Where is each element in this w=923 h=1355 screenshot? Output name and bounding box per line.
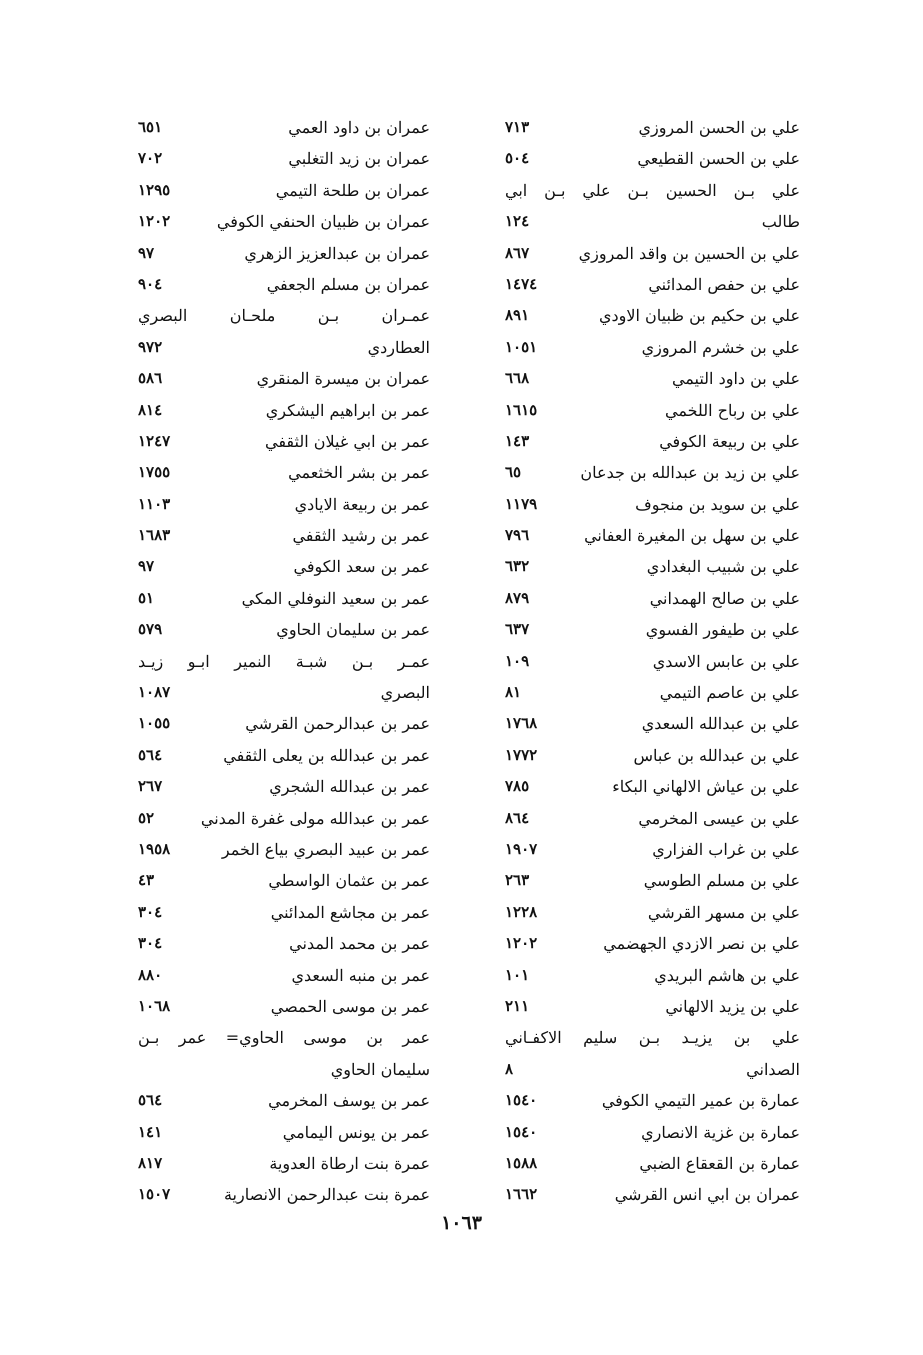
entry-number: ٥٦٤ xyxy=(138,1091,163,1110)
entry-name: علي بن عبدالله بن عباس xyxy=(633,745,800,765)
entry-number: ٥٠٤ xyxy=(505,149,530,168)
index-entry xyxy=(138,332,430,363)
index-entry xyxy=(138,395,430,426)
index-entry xyxy=(505,112,800,143)
entry-number: ١٠٦٨ xyxy=(138,996,171,1015)
entry-number: ٢٦٧ xyxy=(138,777,163,796)
entry-name: عمرة بنت ارطاة العدوية xyxy=(269,1153,430,1173)
index-entry xyxy=(505,1054,800,1085)
entry-number: ٩٧ xyxy=(138,557,155,576)
index-entry xyxy=(138,426,430,457)
page-number: ١٠٦٣ xyxy=(441,1212,482,1234)
entry-name: علي بن مسلم الطوسي xyxy=(643,871,800,891)
index-entry xyxy=(138,865,430,896)
entry-number: ١٩٥٨ xyxy=(138,839,171,858)
entry-name: عمر بن مجاشع المدائني xyxy=(270,902,430,922)
entry-number: ٨١٧ xyxy=(138,1153,163,1172)
entry-number: ١٠٩ xyxy=(505,651,530,670)
index-entry xyxy=(138,991,430,1022)
entry-name: عمران بن طلحة التيمي xyxy=(275,180,430,200)
entry-name: علي بن يزيد الالهاني xyxy=(665,996,800,1016)
entry-number: ٨٦٧ xyxy=(505,243,530,262)
index-entry xyxy=(138,897,430,928)
index-entry xyxy=(505,395,800,426)
index-entry xyxy=(505,614,800,645)
index-entry xyxy=(505,583,800,614)
entry-number: ١٢٤٧ xyxy=(138,431,171,450)
index-entry xyxy=(138,1117,430,1148)
entry-number: ٣٠٤ xyxy=(138,934,163,953)
index-entry xyxy=(505,960,800,991)
entry-name: علي بن الحسين بن واقد المروزي xyxy=(578,243,800,263)
index-entry xyxy=(138,143,430,174)
index-entry xyxy=(505,238,800,269)
index-entry xyxy=(505,269,800,300)
entry-name: علي بن حكيم بن ظبيان الاودي xyxy=(598,306,800,326)
index-entry xyxy=(138,1085,430,1116)
entry-name: علي بن شبيب البغدادي xyxy=(646,557,800,577)
entry-number: ١٠٨٧ xyxy=(138,683,171,702)
entry-number: ٨٨٠ xyxy=(138,965,163,984)
entry-name: عمر بن ابراهيم اليشكري xyxy=(265,400,430,420)
entry-name: علي بن سويد بن منجوف xyxy=(635,494,800,514)
entry-name: عمـر بـن شبـة النمير ابـو زيـد xyxy=(138,651,430,671)
entry-name: عمر بن يونس اليمامي xyxy=(282,1122,430,1142)
index-entry xyxy=(505,803,800,834)
entry-number: ١٩٠٧ xyxy=(505,839,538,858)
entry-name: الصداني xyxy=(746,1059,800,1079)
index-entry xyxy=(138,363,430,394)
index-entry xyxy=(505,1085,800,1116)
entry-number: ١٦٦٢ xyxy=(505,1185,538,1204)
index-entry xyxy=(505,426,800,457)
entry-number: ٨٧٩ xyxy=(505,588,530,607)
entry-number: ١٠٥٥ xyxy=(138,714,171,733)
entry-name: عمر بن رشيد الثقفي xyxy=(292,526,430,546)
entry-number: ٦٣٧ xyxy=(505,620,530,639)
entry-name: علي بن صالح الهمداني xyxy=(649,588,800,608)
index-entry xyxy=(138,583,430,614)
entry-number: ٧٠٢ xyxy=(138,149,163,168)
entry-name: عمر بن بشر الخثعمي xyxy=(288,463,430,483)
index-entry xyxy=(138,834,430,865)
index-entry xyxy=(505,551,800,582)
entry-name: علي بن نصر الازدي الجهضمي xyxy=(603,934,800,954)
entry-number: ٥٧٩ xyxy=(138,620,163,639)
entry-name: علي بن هاشم البريدي xyxy=(654,965,800,985)
index-entry xyxy=(138,646,430,677)
entry-name: عمر بن عبدالرحمن القرشي xyxy=(245,714,430,734)
index-entry xyxy=(505,834,800,865)
entry-number: ٣٠٤ xyxy=(138,902,163,921)
entry-name: علي بن عابس الاسدي xyxy=(652,651,800,671)
entry-name: عمر بن ابي غيلان الثقفي xyxy=(265,431,430,451)
entry-number: ١٧٦٨ xyxy=(505,714,538,733)
entry-number: ١٢٤ xyxy=(505,212,530,231)
entry-name: علي بن يزيـد بـن سليم الاكفـاني xyxy=(505,1028,800,1048)
entry-number: ١٢٢٨ xyxy=(505,902,538,921)
index-entry xyxy=(505,646,800,677)
index-entry xyxy=(138,300,430,331)
entry-name: علي بن عبدالله السعدي xyxy=(641,714,800,734)
entry-name: عمارة بن القعقاع الضبي xyxy=(639,1153,800,1173)
entry-name: علي بن ربيعة الكوفي xyxy=(659,431,800,451)
index-entry xyxy=(505,928,800,959)
entry-number: ١١٠٣ xyxy=(138,494,171,513)
entry-number: ٥٨٦ xyxy=(138,369,163,388)
entry-name: البصري xyxy=(380,683,430,703)
entry-name: عمر بن عبدالله بن يعلى الثقفي xyxy=(223,745,430,765)
entry-name: عمران بن داود العمي xyxy=(288,118,430,137)
index-entry xyxy=(505,1022,800,1053)
entry-number: ١٦٨٣ xyxy=(138,526,171,545)
index-entry xyxy=(505,865,800,896)
index-entry xyxy=(138,960,430,991)
entry-name: عمر بن منبه السعدي xyxy=(291,965,430,985)
index-entry xyxy=(505,489,800,520)
entry-number: ١٥٤٠ xyxy=(505,1091,538,1110)
entry-number: ٢٦٣ xyxy=(505,871,530,890)
entry-number: ٩٠٤ xyxy=(138,274,163,293)
index-entry xyxy=(138,457,430,488)
index-entry xyxy=(505,457,800,488)
entry-number: ١٢٠٢ xyxy=(138,212,171,231)
entry-number: ٨١ xyxy=(505,683,522,702)
entry-number: ٧٩٦ xyxy=(505,526,530,545)
entry-number: ٨٩١ xyxy=(505,306,530,325)
entry-number: ٦٥ xyxy=(505,463,522,482)
index-entry xyxy=(138,740,430,771)
entry-name: عمارة بن عمير التيمي الكوفي xyxy=(601,1091,800,1111)
entry-number: ٩٧٢ xyxy=(138,337,163,356)
entry-name: عمارة بن غزية الانصاري xyxy=(641,1122,800,1142)
index-entry xyxy=(505,520,800,551)
entry-number: ١٤٧٤ xyxy=(505,274,538,293)
index-entry xyxy=(138,551,430,582)
entry-name: عمر بن سعيد النوفلي المكي xyxy=(241,588,430,608)
entry-name: علي بن رباح اللخمي xyxy=(665,400,800,420)
entry-name: عمران بن مسلم الجعفي xyxy=(266,274,430,294)
index-entry xyxy=(138,771,430,802)
index-entry xyxy=(138,520,430,551)
index-entry xyxy=(138,489,430,520)
entry-number: ٧١٣ xyxy=(505,118,530,136)
entry-number: ٥١ xyxy=(138,588,155,607)
entry-number: ٥٢ xyxy=(138,808,155,827)
entry-number: ١٤٣ xyxy=(505,431,530,450)
entry-name: علي بـن الحسين بـن علي بـن ابي xyxy=(505,180,800,200)
entry-name: عمر بن سعد الكوفي xyxy=(293,557,430,577)
entry-name: عمر بن ربيعة الايادي xyxy=(294,494,430,514)
index-entry xyxy=(505,1117,800,1148)
index-entry xyxy=(138,1179,430,1210)
index-entry xyxy=(505,740,800,771)
entry-number: ١٥٨٨ xyxy=(505,1153,538,1172)
entry-name: سليمان الحاوي xyxy=(330,1059,430,1079)
entry-name: عمران بن ميسرة المنقري xyxy=(256,369,430,389)
index-entry xyxy=(505,677,800,708)
index-entry xyxy=(138,803,430,834)
entry-name: عمر بن موسى الحاوي= عمر بـن xyxy=(138,1028,430,1048)
entry-name: طالب xyxy=(761,212,800,232)
entry-name: عمر بن عبدالله الشجري xyxy=(269,777,430,797)
entry-number: ٢١١ xyxy=(505,996,530,1015)
entry-name: عمر بن محمد المدني xyxy=(289,934,430,954)
entry-number: ١٢٠٢ xyxy=(505,934,538,953)
entry-number: ٦٣٢ xyxy=(505,557,530,576)
index-entry xyxy=(138,1148,430,1179)
entry-number: ١٥٠٧ xyxy=(138,1185,171,1204)
entry-name: علي بن داود التيمي xyxy=(671,369,800,389)
entry-name: عمران بن زيد التغلبي xyxy=(288,149,430,169)
entry-name: عمر بن يوسف المخرمي xyxy=(268,1091,430,1111)
index-entry xyxy=(138,928,430,959)
entry-name: علي بن عياش الالهاني البكاء xyxy=(612,777,800,797)
index-entry xyxy=(138,614,430,645)
entry-number: ٨ xyxy=(505,1059,514,1078)
entry-name: علي بن الحسن المروزي xyxy=(638,118,800,137)
index-entry xyxy=(138,206,430,237)
index-entry xyxy=(138,1054,430,1085)
index-entry xyxy=(505,771,800,802)
index-entry xyxy=(505,363,800,394)
entry-number: ١٤١ xyxy=(138,1122,163,1141)
entry-name: عمر بن عبدالله مولى غفرة المدني xyxy=(200,808,430,828)
index-entry xyxy=(505,1179,800,1210)
entry-number: ١٠١ xyxy=(505,965,530,984)
index-entry xyxy=(138,1022,430,1053)
entry-number: ١٢٩٥ xyxy=(138,180,171,199)
entry-name: علي بن خشرم المروزي xyxy=(641,337,800,357)
index-entry xyxy=(505,143,800,174)
index-column-right xyxy=(505,112,800,1211)
entry-name: العطاردي xyxy=(367,337,430,357)
entry-number: ٨١٤ xyxy=(138,400,163,419)
entry-name: علي بن عيسى المخرمي xyxy=(638,808,800,828)
index-column-left xyxy=(138,112,430,1211)
entry-name: عمران بن ابي انس القرشي xyxy=(614,1185,800,1205)
entry-name: عمر بن موسى الحمصي xyxy=(270,996,430,1016)
entry-number: ٦٥١ xyxy=(138,118,163,136)
entry-name: علي بن حفص المدائني xyxy=(648,274,800,294)
entry-number: ٧٨٥ xyxy=(505,777,530,796)
entry-name: عمر بن سليمان الحاوي xyxy=(276,620,430,640)
index-entry xyxy=(505,1148,800,1179)
index-entry xyxy=(505,175,800,206)
index-entry xyxy=(505,332,800,363)
index-entry xyxy=(138,175,430,206)
index-entry xyxy=(138,708,430,739)
entry-number: ٨٦٤ xyxy=(505,808,530,827)
index-entry xyxy=(138,269,430,300)
entry-name: عمران بن عبدالعزيز الزهري xyxy=(244,243,430,263)
entry-number: ٦٦٨ xyxy=(505,369,530,388)
entry-name: علي بن زيد بن عبدالله بن جدعان xyxy=(580,463,800,483)
index-entry xyxy=(138,677,430,708)
entry-name: علي بن طيفور الفسوي xyxy=(645,620,800,640)
entry-name: عمر بن عبيد البصري بياع الخمر xyxy=(221,839,430,859)
entry-number: ٤٣ xyxy=(138,871,155,890)
entry-number: ١٦١٥ xyxy=(505,400,538,419)
entry-number: ٩٧ xyxy=(138,243,155,262)
entry-name: عمر بن عثمان الواسطي xyxy=(268,871,430,891)
entry-name: عمران بن ظبيان الحنفي الكوفي xyxy=(216,212,430,232)
index-entry xyxy=(505,897,800,928)
index-entry xyxy=(138,112,430,143)
entry-name: علي بن غراب الفزاري xyxy=(652,839,800,859)
entry-number: ١١٧٩ xyxy=(505,494,538,513)
entry-name: علي بن عاصم التيمي xyxy=(659,683,800,703)
index-entry xyxy=(505,206,800,237)
entry-number: ١٥٤٠ xyxy=(505,1122,538,1141)
entry-name: علي بن سهل بن المغيرة العفاني xyxy=(584,526,800,546)
entry-name: عمرة بنت عبدالرحمن الانصارية xyxy=(223,1185,430,1205)
entry-number: ٥٦٤ xyxy=(138,745,163,764)
index-entry xyxy=(505,991,800,1022)
entry-name: علي بن مسهر القرشي xyxy=(647,902,800,922)
entry-number: ١٠٥١ xyxy=(505,337,538,356)
entry-number: ١٧٧٢ xyxy=(505,745,538,764)
entry-name: عمـران بـن ملحـان البصري xyxy=(138,306,430,326)
index-entry xyxy=(138,238,430,269)
entry-number: ١٧٥٥ xyxy=(138,463,171,482)
entry-name: علي بن الحسن القطيعي xyxy=(637,149,800,169)
index-entry xyxy=(505,708,800,739)
index-entry xyxy=(505,300,800,331)
